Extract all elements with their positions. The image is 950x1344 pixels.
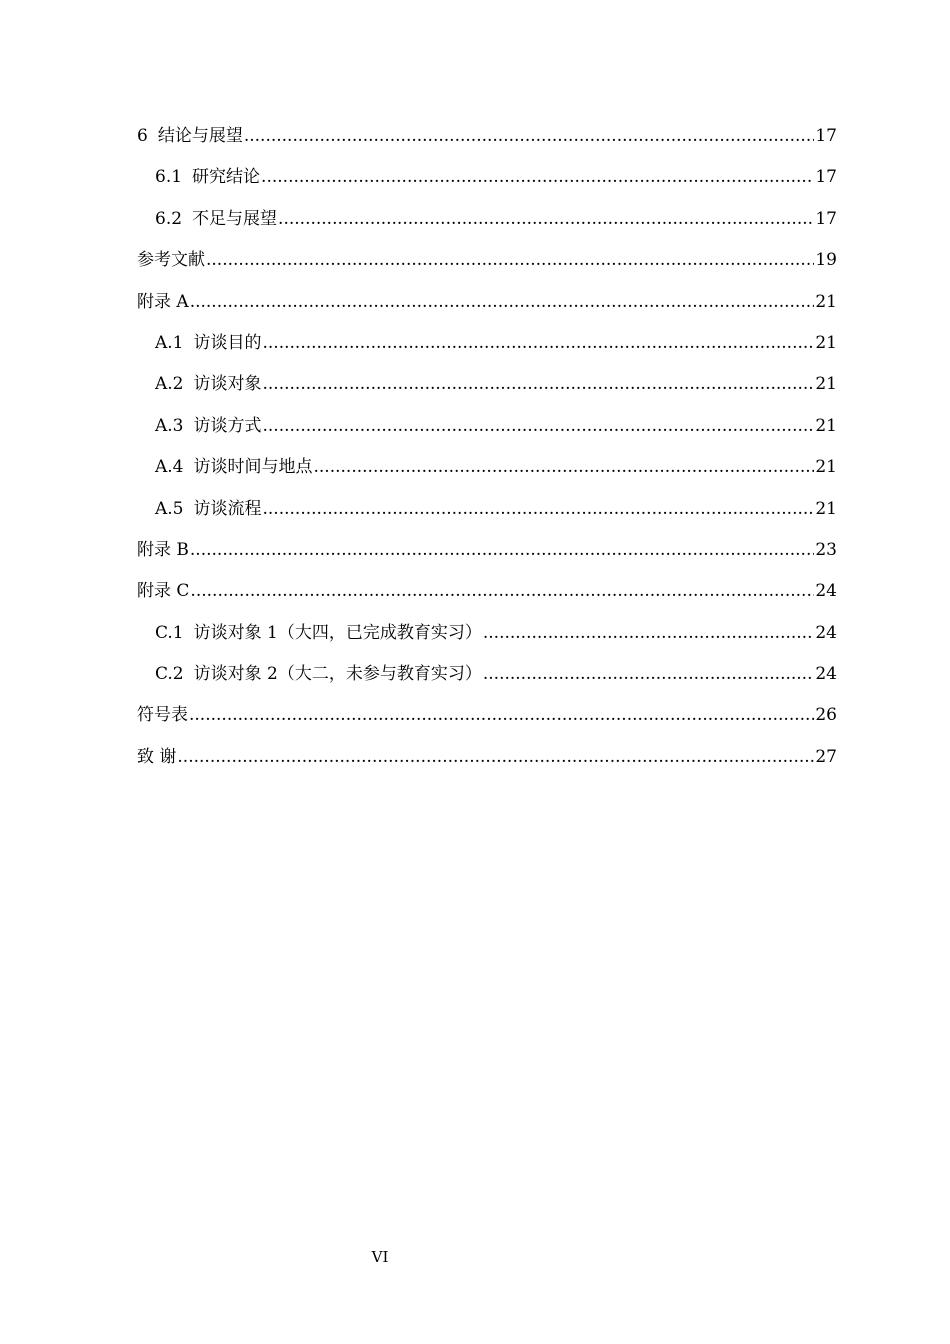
toc-entry[interactable]: [137, 703, 837, 744]
toc-entry[interactable]: [137, 207, 837, 248]
toc-entry[interactable]: [137, 621, 837, 662]
toc-entry-page: 24: [815, 622, 837, 643]
toc-dot-leader: [263, 331, 815, 355]
toc-entry-number: A.2: [155, 374, 184, 395]
toc-entry-number: 6.1: [155, 167, 183, 188]
toc-entry[interactable]: [137, 745, 837, 786]
toc-entry-title: 结论与展望: [157, 126, 243, 146]
toc-dot-leader: [483, 621, 815, 645]
toc-entry-title: 符号表: [137, 705, 188, 726]
toc-entry-number: A.1: [155, 332, 184, 353]
toc-entry-title: 研究结论: [192, 167, 261, 188]
toc-entry-page: 21: [815, 498, 837, 519]
toc-dot-leader: [244, 124, 815, 148]
toc-entry-page: 21: [815, 374, 837, 395]
toc-dot-leader: [177, 745, 814, 769]
toc-dot-leader: [263, 372, 815, 396]
toc-entry[interactable]: [137, 331, 837, 372]
toc-entry-title: 致 谢: [137, 746, 177, 767]
toc-dot-leader: [189, 703, 814, 727]
toc-dot-leader: [190, 538, 814, 562]
toc-entry-title: 访谈对象 1（大四，已完成教育实习）: [193, 622, 482, 643]
table-of-contents: [137, 124, 837, 786]
toc-entry-number: 6.2: [155, 208, 183, 229]
toc-entry-page: 17: [815, 126, 837, 146]
toc-entry-page: 27: [815, 746, 837, 767]
toc-entry-number: C.2: [155, 664, 184, 685]
toc-entry[interactable]: [137, 124, 837, 165]
toc-entry[interactable]: [137, 455, 837, 496]
toc-entry-number: A.3: [155, 415, 184, 436]
toc-dot-leader: [278, 207, 814, 231]
toc-dot-leader: [206, 248, 814, 272]
toc-entry-title: 访谈对象 2（大二，未参与教育实习）: [193, 664, 482, 685]
toc-entry-number: C.1: [155, 622, 184, 643]
toc-entry[interactable]: [137, 497, 837, 538]
toc-entry[interactable]: [137, 290, 837, 331]
toc-entry-title: 访谈流程: [193, 498, 262, 519]
toc-entry-page: 17: [815, 167, 837, 188]
toc-entry-title: 访谈方式: [193, 415, 262, 436]
toc-entry-title: 访谈时间与地点: [193, 457, 313, 478]
toc-entry-page: 24: [815, 581, 837, 602]
toc-entry-page: 23: [815, 539, 837, 560]
toc-entry-page: 24: [815, 664, 837, 685]
toc-entry-page: 21: [815, 457, 837, 478]
toc-entry-page: 21: [815, 415, 837, 436]
toc-entry-title: 附录 A: [137, 291, 189, 312]
toc-entry-page: 21: [815, 291, 837, 312]
toc-entry[interactable]: [137, 662, 837, 703]
toc-entry-page: 17: [815, 208, 837, 229]
toc-entry-title: 附录 C: [137, 581, 190, 602]
toc-entry[interactable]: [137, 538, 837, 579]
toc-entry-number: A.4: [155, 457, 184, 478]
toc-dot-leader: [190, 290, 815, 314]
toc-dot-leader: [190, 579, 814, 603]
toc-entry-number: 6: [137, 126, 148, 146]
toc-dot-leader: [261, 165, 814, 189]
toc-entry-title: 访谈对象: [193, 374, 262, 395]
page-number: VI: [371, 1248, 389, 1266]
toc-entry-title: 附录 B: [137, 539, 189, 560]
toc-entry[interactable]: [137, 414, 837, 455]
toc-entry-title: 参考文献: [137, 250, 205, 271]
toc-dot-leader: [263, 497, 815, 521]
toc-entry[interactable]: [137, 165, 837, 206]
toc-entry-number: A.5: [155, 498, 184, 519]
toc-entry[interactable]: [137, 248, 837, 289]
toc-entry[interactable]: [137, 579, 837, 620]
toc-entry-title: 访谈目的: [193, 332, 262, 353]
toc-entry-page: 19: [815, 250, 837, 271]
toc-dot-leader: [263, 414, 815, 438]
toc-entry-title: 不足与展望: [192, 208, 278, 229]
toc-dot-leader: [483, 662, 815, 686]
toc-entry-page: 26: [815, 705, 837, 726]
toc-dot-leader: [314, 455, 815, 479]
toc-entry[interactable]: [137, 372, 837, 413]
toc-entry-page: 21: [815, 332, 837, 353]
